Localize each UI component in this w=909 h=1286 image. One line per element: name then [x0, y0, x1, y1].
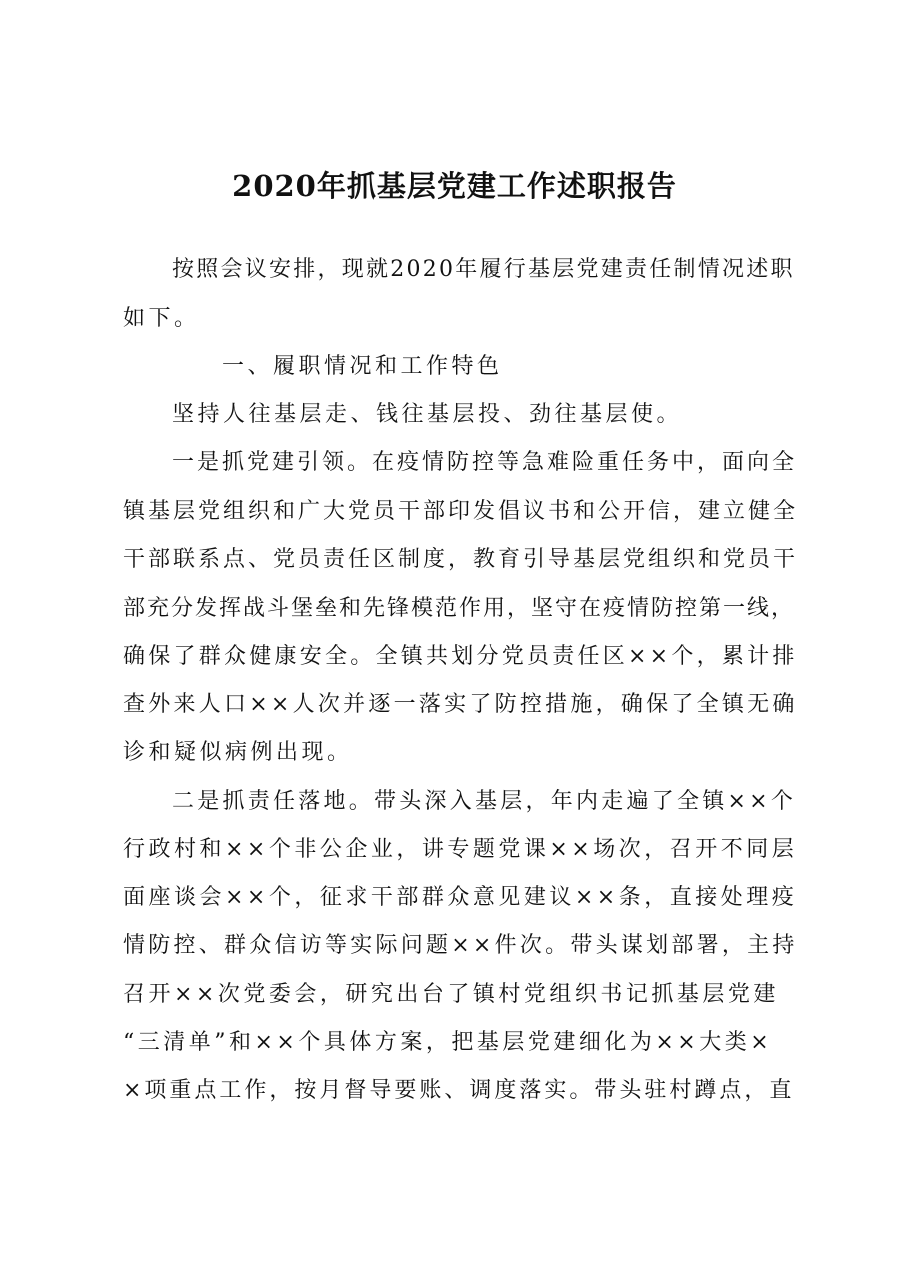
section-heading: 一、履职情况和工作特色 — [222, 354, 503, 379]
paragraph-line: 镇基层党组织和广大党员干部印发倡议书和公开信，建立健全 — [123, 499, 799, 524]
paragraph-line: 确保了群众健康安全。全镇共划分党员责任区××个，累计排 — [123, 644, 798, 669]
paragraph-line: 查外来人口××人次并逐一落实了防控措施，确保了全镇无确 — [123, 692, 798, 717]
paragraph-line: 诊和疑似病例出现。 — [123, 740, 353, 765]
document-title: 2020年抓基层党建工作述职报告 — [232, 169, 677, 203]
paragraph-line: 部充分发挥战斗堡垒和先锋模范作用，坚守在疫情防控第一线， — [123, 596, 796, 621]
paragraph-line: 如下。 — [123, 306, 200, 331]
paragraph-line: 面座谈会××个，征求干部群众意见建议××条，直接处理疫 — [123, 885, 798, 910]
paragraph-line: “三清单”和××个具体方案，把基层党建细化为××大类× — [123, 1030, 773, 1055]
paragraph-line: 按照会议安排，现就2020年履行基层党建责任制情况述职 — [172, 257, 795, 282]
paragraph-line: 坚持人往基层走、钱往基层投、劲往基层使。 — [172, 402, 683, 427]
paragraph-line: 情防控、群众信访等实际问题××件次。带头谋划部署，主持 — [123, 933, 798, 958]
paragraph-line: 一是抓党建引领。在疫情防控等急难险重任务中，面向全 — [172, 450, 798, 475]
paragraph-line: 二是抓责任落地。带头深入基层，年内走遍了全镇××个 — [172, 789, 797, 814]
paragraph-line: 干部联系点、党员责任区制度，教育引导基层党组织和党员干 — [123, 547, 799, 572]
paragraph-line: 召开××次党委会，研究出台了镇村党组织书记抓基层党建 — [123, 982, 779, 1007]
paragraph-line: ×项重点工作，按月督导要账、调度落实。带头驻村蹲点，直 — [123, 1078, 795, 1103]
paragraph-line: 行政村和××个非公企业，讲专题党课××场次，召开不同层 — [123, 837, 798, 862]
